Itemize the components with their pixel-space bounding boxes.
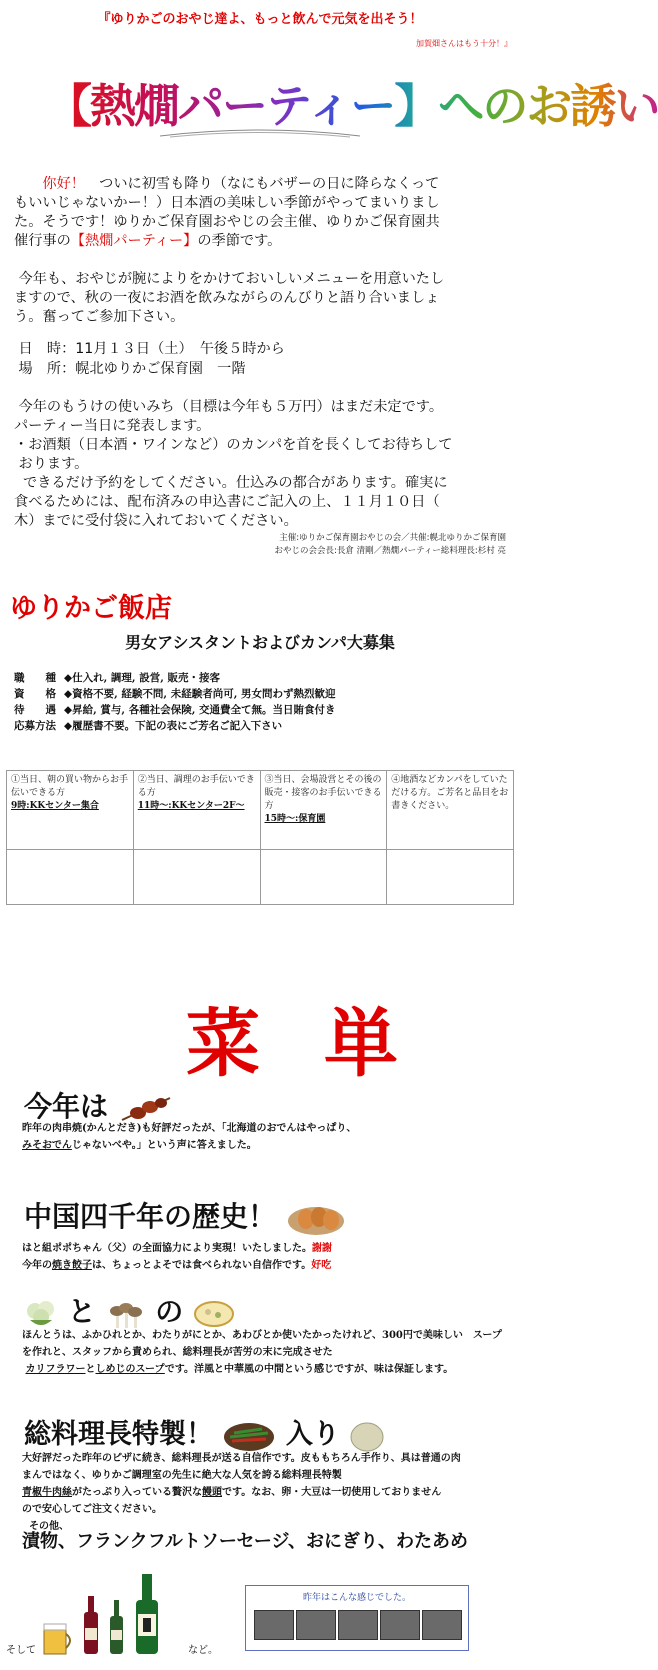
cauliflower-icon <box>24 1298 58 1330</box>
menu-section-4-heading: 総料理長特製！ 入り <box>24 1412 385 1453</box>
plans-line-1: 今年のもうけの使いみち（目標は今年も５万円）はまだ未定です。 <box>18 399 444 415</box>
wine-bottle-icon <box>110 1600 123 1654</box>
intro-line-4-post: の季節です。 <box>197 233 282 249</box>
signup-table <box>6 770 514 905</box>
menu-section-1-text: 昨年の肉串焼(かんとだき)も好評だったが、「北海道のおでんはやっぱり、 みそおでんじゃないべや。」という声に答えました。 <box>22 1123 357 1151</box>
intro-line-1: ついに初雪も降り（なにもバザーの日に降らなくって <box>84 176 440 192</box>
plans-line-2: パーティー当日に発表します。 <box>14 418 211 434</box>
signup-entry-cell[interactable] <box>7 850 134 905</box>
event-place: 場 所：幌北ゆりかご保育園 一階 <box>18 361 246 377</box>
header-quote: 『ゆりかごのおやじ達よ、もっと飲んで元気を出そう！ <box>97 12 423 27</box>
restaurant-subtitle: 男女アシスタントおよびカンパ大募集 <box>125 633 395 652</box>
wine-bottle-icon <box>84 1596 98 1654</box>
menu-section-3-text: ほんとうは、ふかひれとか、わたりがにとか、あわびとか使いたかったけれど、300円で美味しい スープ を作れと、スタッフから責められ、総料理長が苦労の末に完成させた カリフラワーとしめじのスープです。洋風と中華風の中間という感じですが、味は保証します。 <box>22 1330 502 1375</box>
signup-header-cell: ④地酒などカンパをしていただける方。ご芳名と品目をお書きください。 <box>387 771 514 850</box>
drinks-illustration <box>42 1570 187 1656</box>
intro2-line-1: 今年も、おやじが腕によりをかけておいしいメニューを用意いたし <box>18 271 445 287</box>
job-row <box>14 686 336 702</box>
job-value: ◆昇給, 賞与, 各種社会保険, 交通費全て無。当日賄食付き <box>64 704 336 716</box>
job-value: ◆資格不要, 経験不問, 未経験者尚可, 男女問わず熱烈歓迎 <box>64 688 336 700</box>
intro2-line-2: ますので、秋の一夜にお酒を飲みながらのんびりと語り合いましょ <box>14 290 440 306</box>
greeting: 你好！ <box>42 176 85 192</box>
intro-line-4-pre: 催行事の <box>14 233 71 249</box>
signup-entry-cell[interactable] <box>260 850 387 905</box>
organizer-credits <box>275 532 506 558</box>
restaurant-name: ゆりかご飯店 <box>10 593 172 624</box>
menu-title: 菜単 <box>186 1001 462 1087</box>
soup-bowl-icon <box>193 1298 235 1330</box>
plans-line-6: 食べるためには、配布済みの申込書にご記入の上、１１月１０日（ <box>14 494 440 510</box>
plans-paragraph <box>14 398 504 531</box>
plans-line-7: 木）までに受付袋に入れておいてください。 <box>14 513 298 529</box>
signup-entry-cell[interactable] <box>387 850 514 905</box>
event-details <box>14 340 504 380</box>
job-label: 待 遇 <box>14 704 56 716</box>
job-conditions <box>14 670 336 734</box>
menu-section-3-heading: と の <box>24 1290 235 1330</box>
job-label: 職 種 <box>14 672 56 684</box>
menu-section-2-heading: 中国四千年の歴史！ <box>24 1195 346 1237</box>
signup-header-cell: ①当日、朝の買い物からお手伝いできる方 9時:KKセンター集合 <box>7 771 134 850</box>
steamed-bun-icon <box>349 1419 385 1453</box>
photo-thumbnail <box>338 1610 378 1640</box>
nado-text: など。 <box>188 1645 218 1656</box>
header-note: 加賀畑さんはもう十分！』 <box>416 39 512 48</box>
gyoza-icon <box>286 1201 346 1237</box>
job-row <box>14 702 336 718</box>
sake-bottle-icon <box>136 1574 158 1654</box>
page-title: 【熱燗パーティー】へのお誘い <box>46 70 658 136</box>
plans-line-5: できるだけ予約をしてください。仕込みの都合があります。確実に <box>23 475 448 491</box>
soshite-text: そして <box>6 1645 36 1656</box>
job-label: 応募方法 <box>14 720 56 732</box>
oden-name: みそおでん <box>22 1140 72 1151</box>
signup-entry-cell[interactable] <box>133 850 260 905</box>
menu-section-4-text: 大好評だった昨年のピザに続き、総料理長が送る自信作です。皮ももちろん手作り、具は普通の肉 まんではなく、ゆりかご調理室の先生に絶大な人気を誇る総料理長特製 青椒牛肉絲がたっぷり入っている贅沢な饅頭です。なお、卵・大豆は一切使用しておりません ので安心してご注文ください。 その他、 <box>22 1453 461 1532</box>
intro-paragraph <box>14 175 504 251</box>
signup-header-cell: ③当日、会場設営とその後の販売・接客のお手伝いできる方 15時〜:保育園 <box>260 771 387 850</box>
intro-line-3: た。そうです！ゆりかご保育園おやじの会主催、ゆりかご保育園共 <box>14 214 440 230</box>
job-row <box>14 670 336 686</box>
intro-line-2: もいいじゃないかー！）日本酒の美味しい季節がやってまいりまし <box>14 195 440 211</box>
photo-thumbnail <box>380 1610 420 1640</box>
intro-paragraph-2 <box>14 270 504 327</box>
plans-line-3: ・お酒類（日本酒・ワインなど）のカンパを首を長くしてお待ちして <box>14 437 453 453</box>
oden-skewer-icon <box>118 1094 174 1124</box>
organizer-line-2: おやじの会会長:長倉 清剛／熱燗パーティー総料理長:杉村 亮 <box>274 546 506 556</box>
plans-line-4: おります。 <box>18 456 89 472</box>
title-swoosh-lines <box>160 126 360 138</box>
intro2-line-3: う。奮ってご参加下さい。 <box>14 309 185 325</box>
last-year-photo-box <box>245 1585 469 1651</box>
shimeji-mushroom-icon <box>106 1298 146 1330</box>
signup-header-cell: ②当日、調理のお手伝いできる方 11時〜:KKセンター2F〜 <box>133 771 260 850</box>
stir-fry-icon <box>222 1419 276 1453</box>
gyoza-name: 焼き餃子 <box>52 1260 92 1271</box>
organizer-line-1: 主催:ゆりかご保育園おやじの会／共催:幌北ゆりかご保育園 <box>279 533 506 543</box>
job-value: ◆履歴書不要。下記の表にご芳名ご記入下さい <box>64 720 283 732</box>
beer-mug-icon <box>44 1624 70 1654</box>
last-year-caption: 昨年はこんな感じでした。 <box>302 1593 411 1603</box>
photo-thumbnail <box>296 1610 336 1640</box>
photo-thumbnail <box>422 1610 462 1640</box>
event-name: 【熱燗パーティー】 <box>70 233 198 249</box>
menu-section-1-heading: 今年は <box>24 1085 174 1125</box>
photo-thumbnail <box>254 1610 294 1640</box>
other-menu-items: 漬物、フランクフルトソーセージ、おにぎり、わたあめ <box>22 1531 469 1552</box>
job-label: 資 格 <box>14 688 56 700</box>
title-banner <box>20 62 658 142</box>
event-date: 日 時：11月１３日（土） 午後５時から <box>18 341 285 357</box>
job-value: ◆仕入れ, 調理, 設営, 販売・接客 <box>64 672 221 684</box>
job-row <box>14 718 336 734</box>
menu-section-2-text: はと組ポポちゃん（父）の全面協力により実現！いたしました。謝謝 今年の焼き餃子は、ちょっとよそでは食べられない自信作です。好吃 <box>22 1243 332 1271</box>
